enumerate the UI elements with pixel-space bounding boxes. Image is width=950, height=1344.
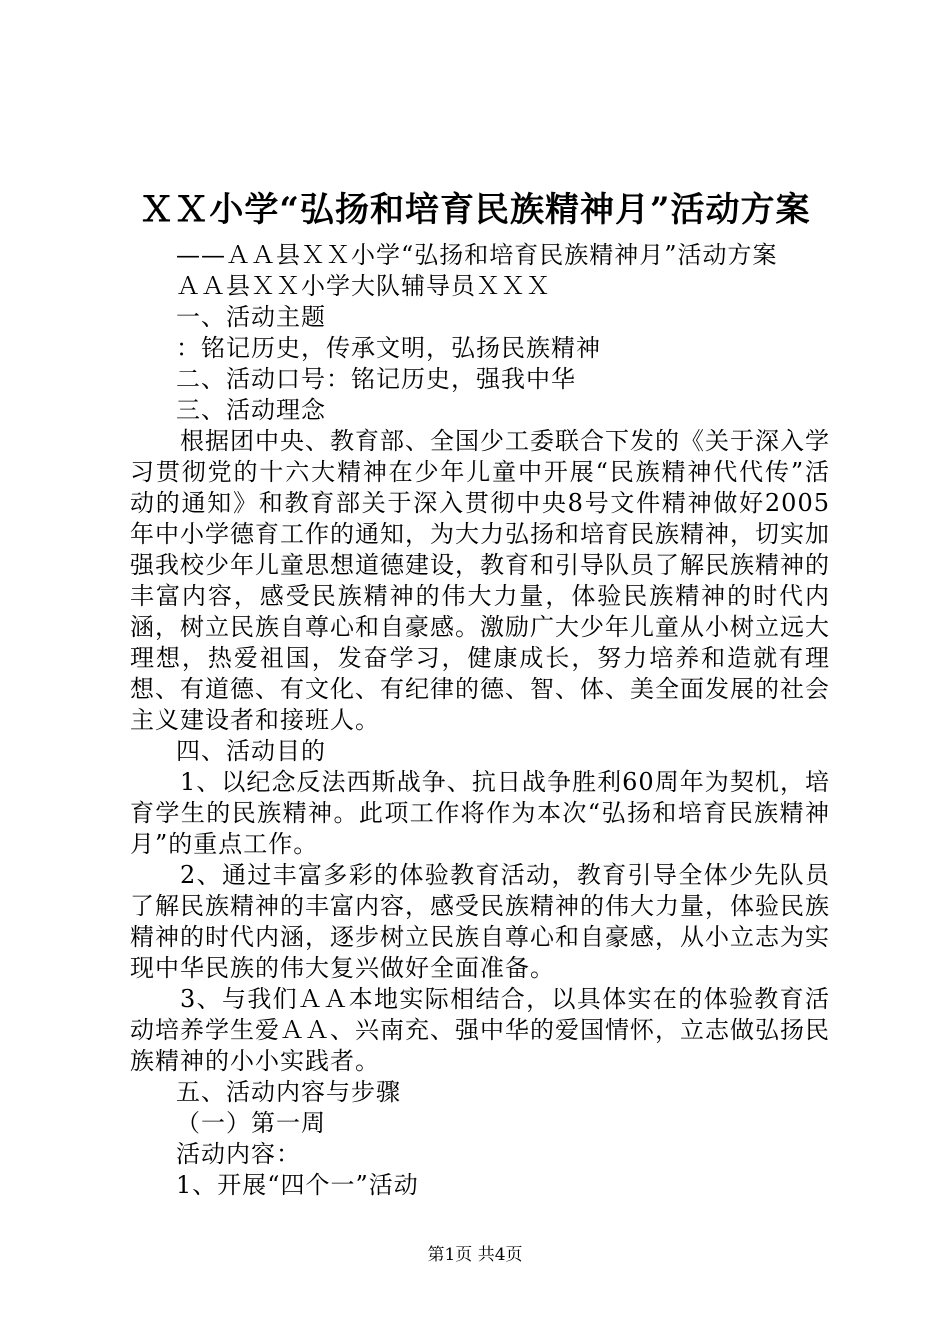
goal-paragraph-3: 3、与我们ＡＡ本地实际相结合，以具体实在的体验教育活动培养学生爱ＡＡ、兴南充、强中华的爱国情怀，立志做弘扬民族精神的小小实践者。 [130,985,830,1075]
philosophy-paragraph: 根据团中央、教育部、全国少工委联合下发的《关于深入学习贯彻党的十六大精神在少年儿童中开展“民族精神代代传”活动的通知》和教育部关于深入贯彻中央8号文件精神做好2005年中小学德育工作的通知，为大力弘扬和培育民族精神，切实加强我校少年儿童思想道德建设，教育和引导队员了解民族精神的丰富内容，感受民族精神的伟大力量，体验民族精神的时代内涵，树立民族自尊心和自豪感。激励广大少年儿童从小树立远大理想，热爱祖国，发奋学习，健康成长，努力培养和造就有理想、有道德、有文化、有纪律的德、智、体、美全面发展的社会主义建设者和接班人。 [130,427,830,734]
document-body [130,240,830,1201]
slogan-line: 二、活动口号：铭记历史，强我中华 [176,365,576,393]
activity-item-1: 1、开展“四个一”活动 [176,1171,419,1199]
section-heading-steps: 五、活动内容与步骤 [176,1078,401,1106]
week-one-heading: （一）第一周 [176,1109,326,1137]
goal-paragraph-1: 1、以纪念反法西斯战争、抗日战争胜利60周年为契机，培育学生的民族精神。此项工作将作为本次“弘扬和培育民族精神月”的重点工作。 [130,768,830,858]
section-heading-theme: 一、活动主题 [176,303,326,331]
section-heading-goals: 四、活动目的 [176,737,326,765]
page-footer: 第1页 共4页 [427,1245,523,1265]
section-heading-philosophy: 三、活动理念 [176,396,326,424]
subtitle-line: ——ＡＡ县ＸＸ小学“弘扬和培育民族精神月”活动方案 [176,241,778,269]
theme-text: ：铭记历史，传承文明，弘扬民族精神 [176,334,601,362]
document-title: ＸＸ小学“弘扬和培育民族精神月”活动方案 [139,190,811,230]
goal-paragraph-2: 2、通过丰富多彩的体验教育活动，教育引导全体少先队员了解民族精神的丰富内容，感受民族精神的伟大力量，体验民族精神的时代内涵，逐步树立民族自尊心和自豪感，从小立志为实现中华民族的伟大复兴做好全面准备。 [130,861,830,982]
author-line: ＡＡ县ＸＸ小学大队辅导员ＸＸＸ [176,272,551,300]
activity-content-label: 活动内容： [176,1140,301,1168]
